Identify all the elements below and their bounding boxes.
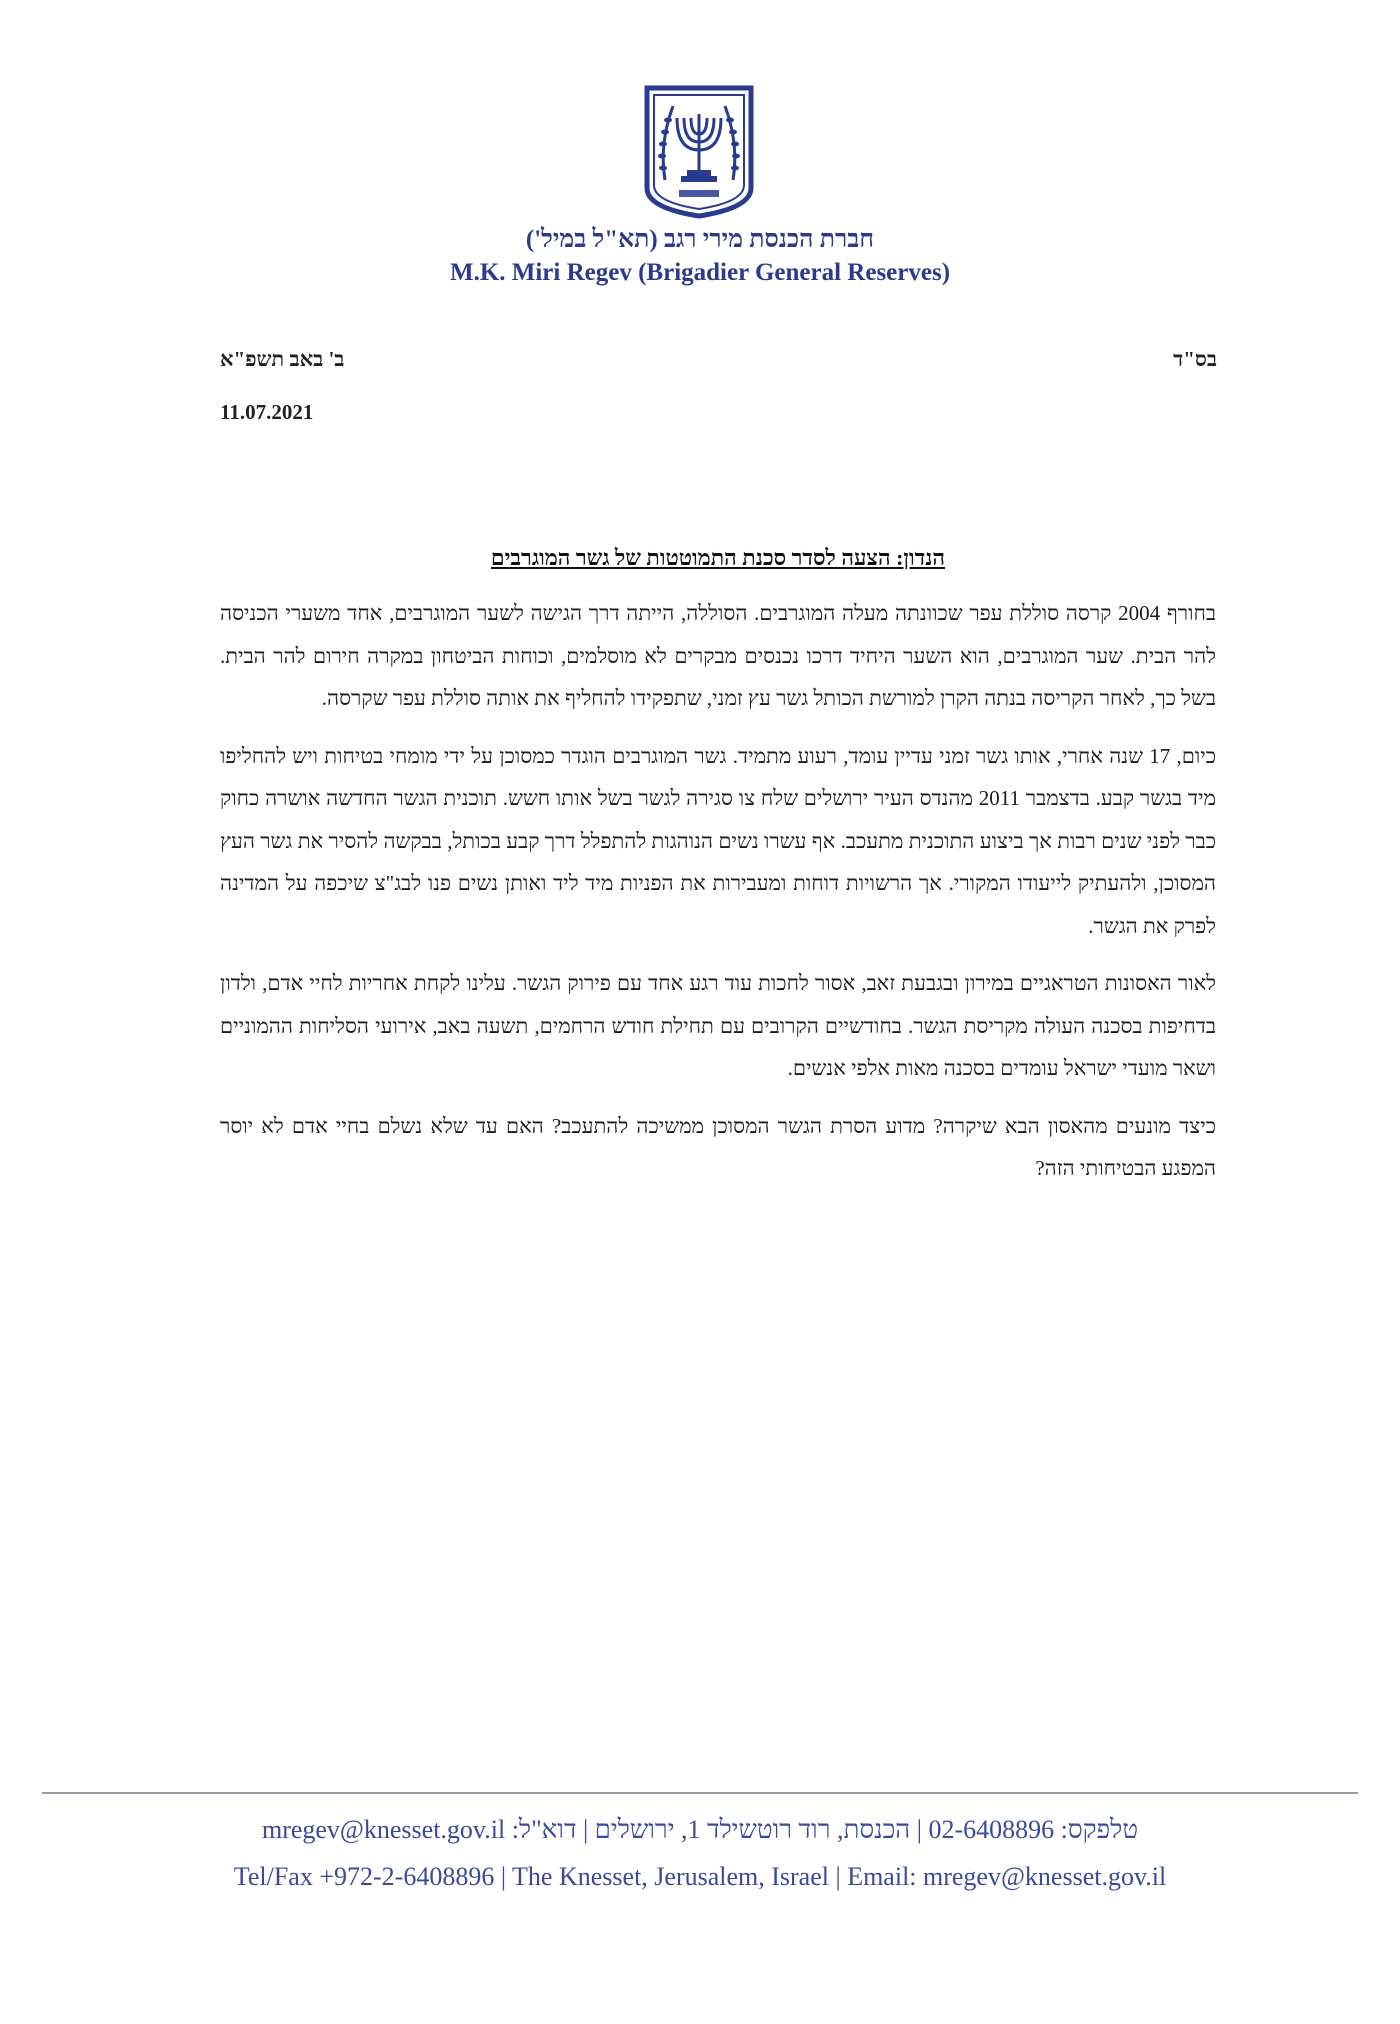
bsd-mark: בס"ד (1173, 347, 1217, 371)
state-of-israel-emblem-icon (643, 84, 755, 220)
footer-contact-english: Tel/Fax +972-2-6408896 | The Knesset, Jerusalem, Israel | Email: mregev@knesset.gov.il (233, 1862, 1167, 1891)
body-paragraph: כיום, 17 שנה אחרי, אותו גשר זמני עדיין עומד, רעוע מתמיד. גשר המוגרבים הוגדר כמסוכן על ידי מומחי בטיחות ויש להחליפו מיד בגשר קבע. בדצמבר 2011 מהנדס העיר ירושלים שלח צו סגירה לגשר בשל אותו חשש. תוכנית הגשר החדשה אושרה כחוק כבר לפני שנים רבות אך ביצוע התוכנית מתעכב. אף עשרו נשים הנוהגות להתפלל דרך קבע בכותל, בבקשה להסיר את גשר העץ המסוכן, ולהעתיק לייעודו המקורי. אך הרשויות דוחות ומעבירות את הפניות מיד ליד ואותן נשים פנו לבג"צ שיכפה על המדינה לפרק את הגשר. (220, 743, 1216, 938)
subject-line: הנדון: הצעה לסדר סכנת התמוטטות של גשר המוגרבים (490, 545, 946, 570)
letter-body (220, 592, 1216, 1205)
body-paragraph: בחורף 2004 קרסה סוללת עפר שכוונתה מעלה המוגרבים. הסוללה, הייתה דרך הגישה לשער המוגרבים, אחד משערי הכניסה להר הבית. שער המוגרבים, הוא השער היחיד דרכו נכנסים מבקרים לא מוסלמים, וכוחות הביטחון במקרה חירום להר הבית. בשל כך, לאחר הקריסה בנתה הקרן למורשת הכותל גשר עץ זמני, שתפקידו להחליף את אותה סוללת עפר שקרסה. (220, 601, 1216, 710)
hebrew-date: ב' באב תשפ"א (220, 347, 345, 371)
gregorian-date: 11.07.2021 (220, 400, 314, 424)
footer-contact-hebrew: טלפקס: 02-6408896 | הכנסת, רוד רוטשילד 1, ירושלים | דוא"ל: mregev@knesset.gov.il (261, 1815, 1139, 1844)
mk-name-english: M.K. Miri Regev (Brigadier General Reserves) (449, 259, 951, 286)
mk-name-hebrew: חברת הכנסת מירי רגב (תא"ל במיל') (525, 226, 875, 253)
body-paragraph: לאור האסונות הטראגיים במירון ובגבעת זאב, אסור לחכות עוד רגע אחד עם פירוק הגשר. עלינו לקחת אחריות לחיי אדם, ולדון בדחיפות בסכנה העולה מקריסת הגשר. בחודשיים הקרובים עם תחילת חודש הרחמים, תשעה באב, אירועי הסליחות ההמוניים ושאר מועדי ישראל עומדים בסכנה מאות אלפי אנשים. (220, 971, 1216, 1080)
footer-divider (42, 1792, 1358, 1794)
body-paragraph: כיצד מונעים מהאסון הבא שיקרה? מדוע הסרת הגשר המסוכן ממשיכה להתעכב? האם עד שלא נשלם בחיי אדם לא יוסר המפגע הבטיחותי הזה? (220, 1113, 1216, 1180)
